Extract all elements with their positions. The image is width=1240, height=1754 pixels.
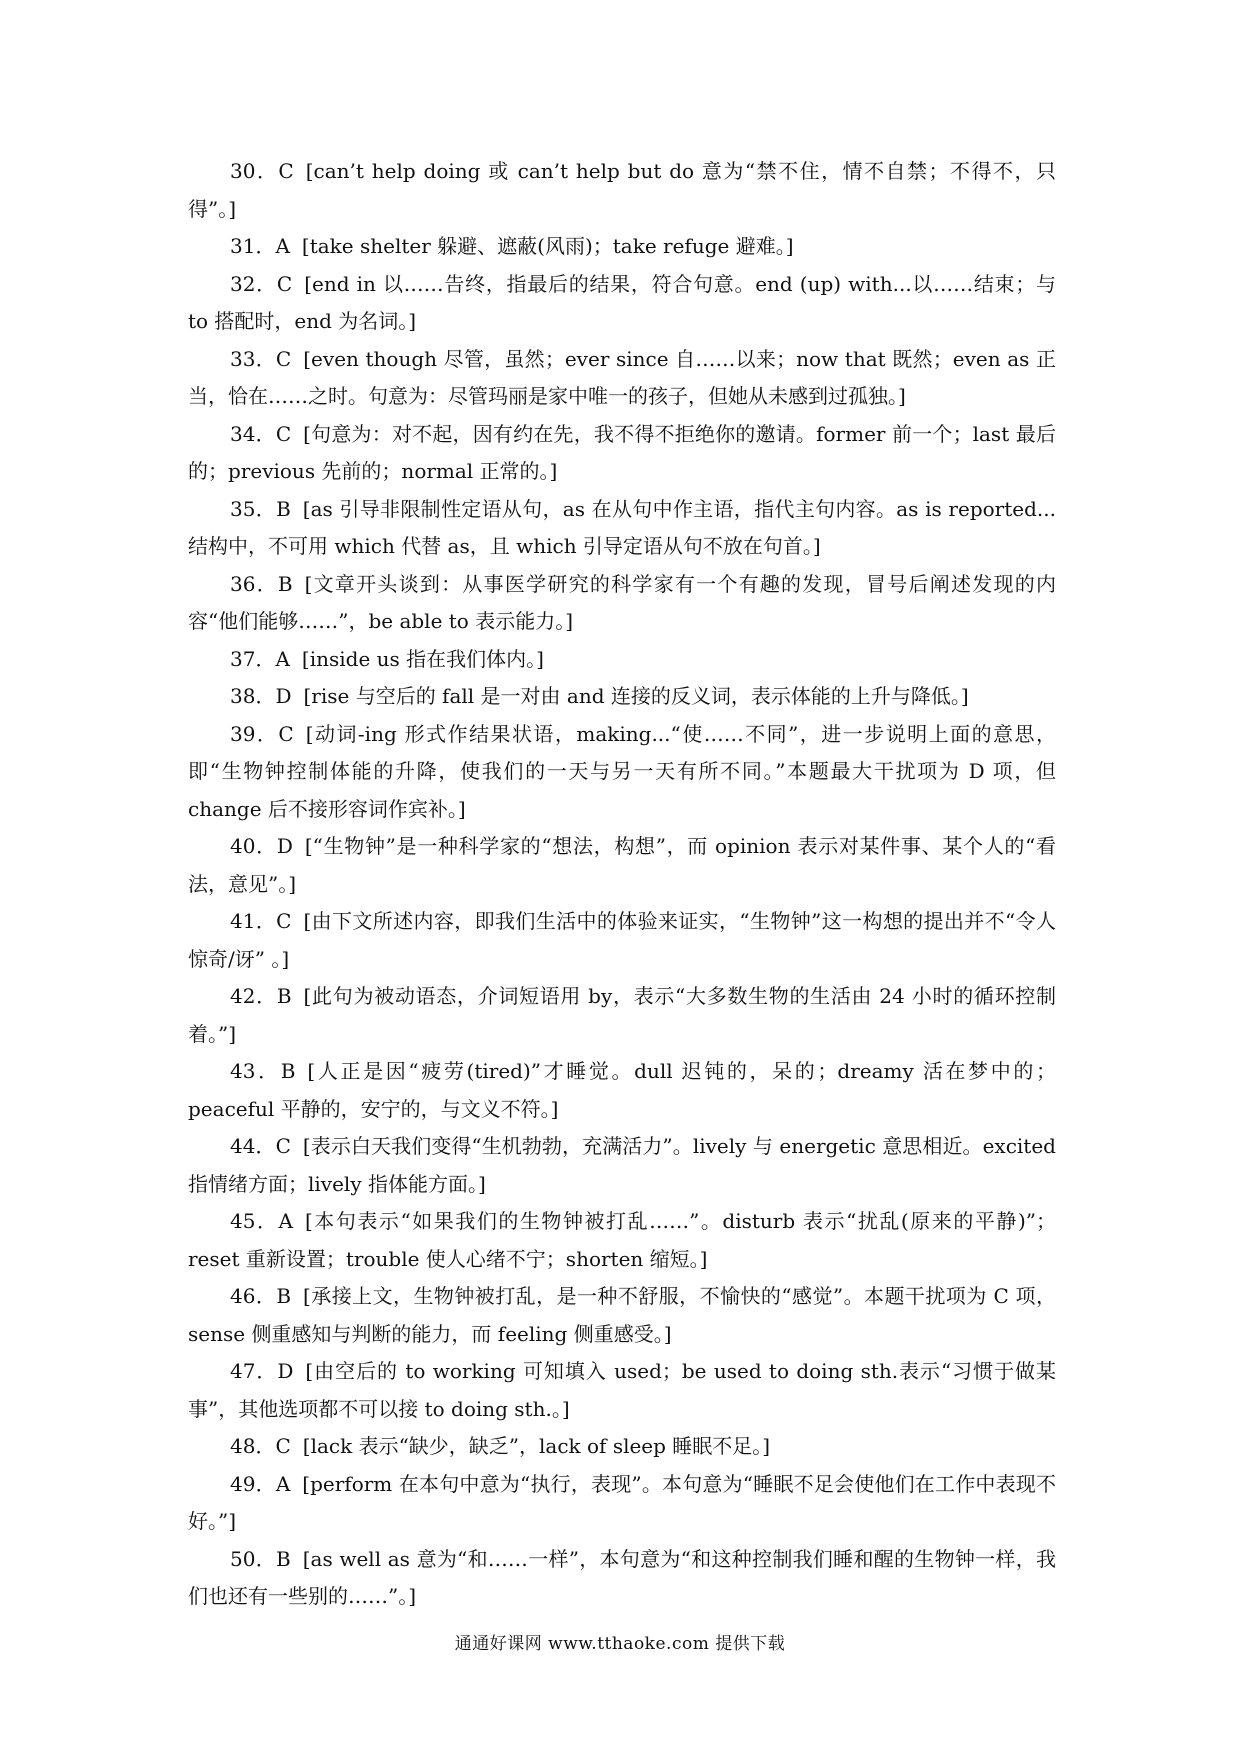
answer-number: 40．D <box>230 834 293 858</box>
answer-explanation: [perform 在本句中意为“执行，表现”。本句意为“睡眠不足会使他们在工作中表现不好。”] <box>188 1471 1056 1533</box>
answer-number: 48．C <box>230 1434 291 1458</box>
answer-number: 41．C <box>230 909 292 933</box>
answer-item-31 <box>188 228 1056 266</box>
answer-number: 47．D <box>230 1359 294 1383</box>
answer-number: 44．C <box>230 1134 291 1158</box>
answer-explanation: [人正是因“疲劳(tired)”才睡觉。dull 迟钝的，呆的；dreamy 活在梦中的；peaceful 平静的，安宁的，与文义不符。] <box>188 1059 1056 1121</box>
answer-explanation: [take shelter 躲避、遮蔽(风雨)；take refuge 避难。] <box>301 234 794 258</box>
answer-number: 50．B <box>230 1546 291 1571</box>
answer-explanation: [as 引导非限制性定语从句，as 在从句中作主语，指代主句内容。as is reported...结构中，不可用 which 代替 as，且 which 引导定语从句不放在句首。] <box>188 496 1056 558</box>
answer-item-49 <box>188 1466 1056 1541</box>
answer-explanation: [can’t help doing 或 can’t help but do 意为“禁不住，情不自禁；不得不，只得”。] <box>188 159 1056 221</box>
answer-explanation: [as well as 意为“和……一样”，本句意为“和这种控制我们睡和醒的生物钟一样，我们也还有一些别的……”。] <box>188 1546 1056 1608</box>
answer-item-43 <box>188 1053 1056 1128</box>
answer-explanation: [承接上文，生物钟被打乱，是一种不舒服，不愉快的“感觉”。本题干扰项为 C 项，sense 侧重感知与判断的能力，而 feeling 侧重感受。] <box>188 1284 1056 1346</box>
answer-number: 39．C <box>230 721 294 746</box>
answer-item-39 <box>188 716 1056 829</box>
answer-item-35 <box>188 491 1056 566</box>
answer-item-37 <box>188 641 1056 679</box>
answer-explanation: [rise 与空后的 fall 是一对由 and 连接的反义词，表示体能的上升与降低。] <box>303 684 969 708</box>
answer-number: 49．A <box>230 1471 291 1496</box>
answer-item-33 <box>188 341 1056 416</box>
answer-item-32 <box>188 266 1056 341</box>
answer-explanation: [lack 表示“缺少，缺乏”，lack of sleep 睡眠不足。] <box>302 1434 771 1458</box>
answer-item-42 <box>188 978 1056 1053</box>
answer-explanation: [end in 以……告终，指最后的结果，符合句意。end (up) with...以……结束；与 to 搭配时，end 为名词。] <box>188 271 1056 333</box>
answer-explanation: [even though 尽管，虽然；ever since 自……以来；now that 既然；even as 正当，恰在……之时。句意为：尽管玛丽是家中唯一的孩子，但她从未感到过孤独。] <box>188 346 1056 408</box>
answer-item-47 <box>188 1353 1056 1428</box>
answer-item-41 <box>188 903 1056 978</box>
answer-number: 36．B <box>230 571 293 596</box>
answer-number: 30．C <box>230 159 294 183</box>
answer-explanation: [表示白天我们变得“生机勃勃，充满活力”。lively 与 energetic 意思相近。excited 指情绪方面；lively 指体能方面。] <box>188 1134 1056 1196</box>
answer-number: 43．B <box>230 1059 296 1083</box>
answer-item-36 <box>188 566 1056 641</box>
answer-explanation: [文章开头谈到：从事医学研究的科学家有一个有趣的发现，冒号后阐述发现的内容“他们能够……”，be able to 表示能力。] <box>188 571 1056 633</box>
answer-item-48 <box>188 1428 1056 1466</box>
answer-explanation: [inside us 指在我们体内。] <box>301 646 544 671</box>
answer-number: 34．C <box>230 421 292 446</box>
answer-explanation: [此句为被动语态，介词短语用 by，表示“大多数生物的生活由 24 小时的循环控制着。”] <box>188 984 1056 1046</box>
answer-item-44 <box>188 1128 1056 1203</box>
answer-explanation: [由空后的 to working 可知填入 used；be used to doing sth.表示“习惯于做某事”，其他选项都不可以接 to doing sth.。] <box>188 1359 1056 1421</box>
answer-item-50 <box>188 1541 1056 1616</box>
answer-number: 38．D <box>230 684 292 708</box>
answer-number: 45．A <box>230 1209 293 1233</box>
answer-item-46 <box>188 1278 1056 1353</box>
answer-number: 42．B <box>230 984 292 1008</box>
answer-item-38 <box>188 678 1056 716</box>
answer-explanation: [句意为：对不起，因有约在先，我不得不拒绝你的邀请。former 前一个；last 最后的；previous 先前的；normal 正常的。] <box>188 421 1056 483</box>
answer-number: 33．C <box>230 346 292 371</box>
answer-number: 32．C <box>230 271 293 296</box>
page-footer: 通通好课网 www.tthaoke.com 提供下载 <box>454 1634 786 1654</box>
answer-item-45 <box>188 1203 1056 1278</box>
answer-explanation: [“生物钟”是一种科学家的“想法，构想”，而 opinion 表示对某件事、某个人的“看法，意见”。] <box>188 834 1056 896</box>
answer-number: 31．A <box>230 234 290 258</box>
answer-item-30 <box>188 153 1056 228</box>
answer-number: 37．A <box>230 646 290 671</box>
answer-key <box>188 153 1056 1616</box>
answer-explanation: [本句表示“如果我们的生物钟被打乱……”。disturb 表示“扰乱(原来的平静)”；reset 重新设置；trouble 使人心绪不宁；shorten 缩短。] <box>188 1209 1056 1271</box>
answer-item-40 <box>188 828 1056 903</box>
answer-number: 46．B <box>230 1284 292 1308</box>
answer-number: 35．B <box>230 496 291 521</box>
answer-explanation: [由下文所述内容，即我们生活中的体验来证实，“生物钟”这一构想的提出并不“令人惊奇/讶” 。] <box>188 909 1056 971</box>
answer-explanation: [动词-ing 形式作结果状语，making...“使……不同”，进一步说明上面的意思，即“生物钟控制体能的升降，使我们的一天与另一天有所不同。”本题最大干扰项为 D 项，但 change 后不接形容词作宾补。] <box>188 721 1056 821</box>
answer-item-34 <box>188 416 1056 491</box>
